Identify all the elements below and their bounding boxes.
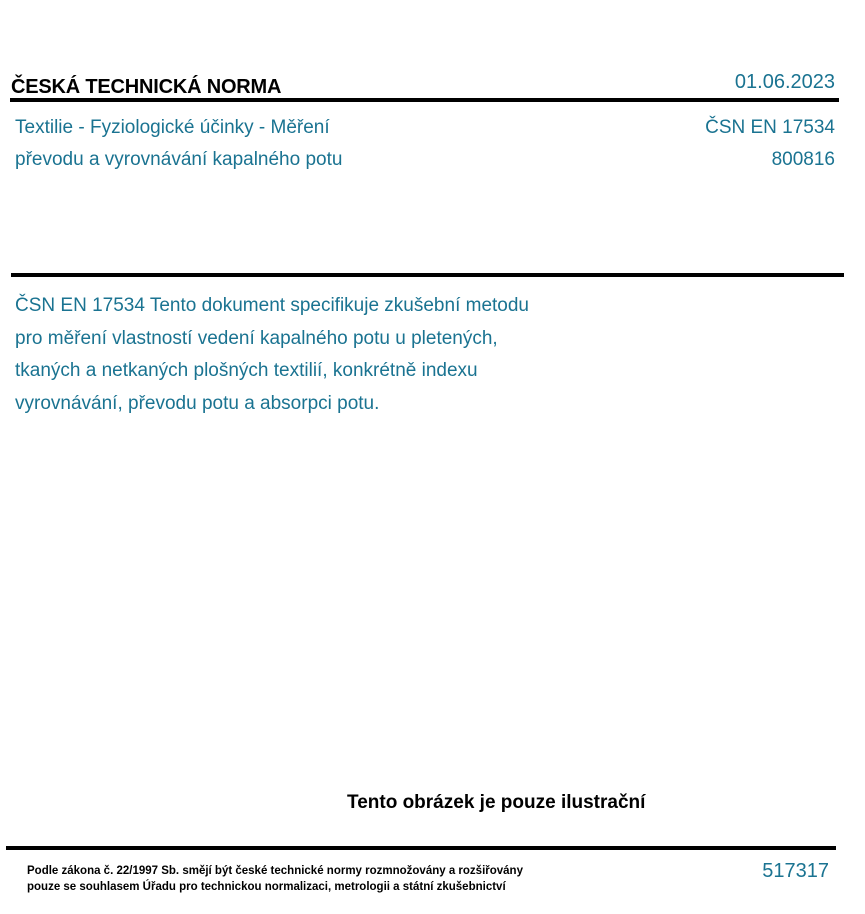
footer-divider bbox=[6, 846, 836, 850]
abstract-line: pro měření vlastností vedení kapalného potu u pletených, bbox=[15, 327, 498, 349]
legal-notice bbox=[27, 863, 523, 895]
abstract-line: vyrovnávání, převodu potu a absorpci potu. bbox=[15, 392, 380, 414]
classification-code: 800816 bbox=[771, 149, 835, 170]
document-number: 517317 bbox=[762, 860, 829, 882]
legal-notice-line: pouze se souhlasem Úřadu pro technickou normalizaci, metrologii a státní zkušebnictví bbox=[27, 881, 506, 893]
abstract-text bbox=[15, 290, 529, 420]
publication-date: 01.06.2023 bbox=[734, 71, 835, 93]
standard-designation: ČSN EN 17534 bbox=[705, 117, 835, 138]
illustration-notice: Tento obrázek je pouze ilustrační bbox=[347, 792, 646, 813]
document-type-heading: ČESKÁ TECHNICKÁ NORMA bbox=[11, 76, 282, 98]
abstract-line: tkaných a netkaných plošných textilií, konkrétně indexu bbox=[15, 360, 478, 381]
standard-title-line-1: Textilie - Fyziologické účinky - Měření bbox=[15, 117, 330, 138]
legal-notice-line: Podle zákona č. 22/1997 Sb. smějí být české technické normy rozmnožovány a rozšiřovány bbox=[27, 865, 523, 877]
header-divider bbox=[10, 98, 839, 102]
abstract-line: ČSN EN 17534 Tento dokument specifikuje zkušební metodu bbox=[15, 295, 530, 316]
section-divider bbox=[11, 273, 844, 277]
standard-title-line-2: převodu a vyrovnávání kapalného potu bbox=[15, 149, 343, 170]
